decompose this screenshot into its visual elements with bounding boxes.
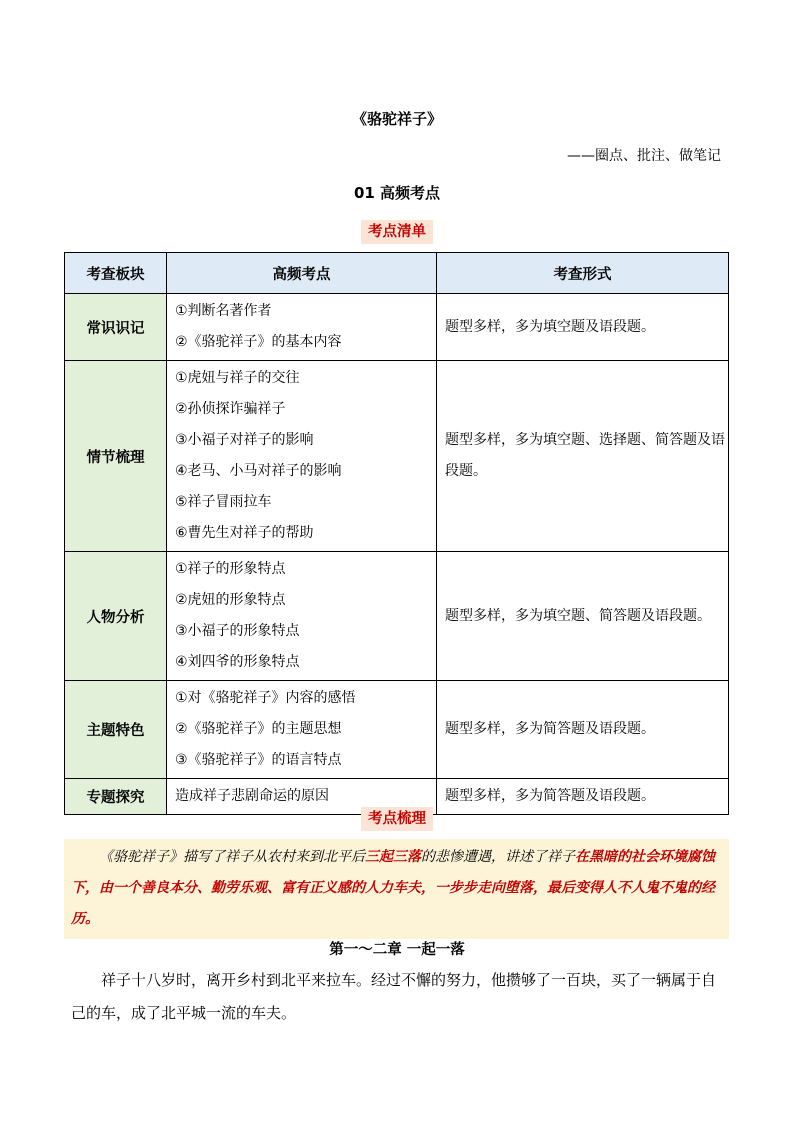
point-item: ③小福子对祥子的影响 <box>175 432 314 448</box>
module-cell: 人物分析 <box>65 552 167 681</box>
point-item: ④老马、小马对祥子的影响 <box>175 463 342 479</box>
point-item: ⑤祥子冒雨拉车 <box>175 494 272 510</box>
points-cell <box>167 552 437 681</box>
checklist-tag: 考点清单 <box>361 220 433 244</box>
format-cell: 题型多样，多为简答题及语段题。 <box>437 681 729 779</box>
point-item: ⑥曹先生对祥子的帮助 <box>175 525 314 541</box>
point-item: ①虎妞与祥子的交往 <box>175 370 300 386</box>
summary-text: 的悲惨遭遇，讲述了祥子 <box>421 849 575 865</box>
points-cell <box>167 361 437 552</box>
format-cell: 题型多样，多为填空题、选择题、简答题及语段题。 <box>437 361 729 552</box>
summary-text: 《骆驼祥子》描写了祥子从农村来到北平后 <box>99 849 365 865</box>
document-title: 《骆驼祥子》 <box>351 110 442 128</box>
module-cell: 情节梳理 <box>65 361 167 552</box>
point-item: ②孙侦探诈骗祥子 <box>175 401 286 417</box>
table-header-row <box>65 253 729 294</box>
exam-points-table <box>64 252 729 815</box>
format-cell: 题型多样，多为填空题、简答题及语段题。 <box>437 552 729 681</box>
module-cell: 主题特色 <box>65 681 167 779</box>
header-points: 高频考点 <box>167 253 437 294</box>
format-cell: 题型多样，多为简答题及语段题。 <box>437 779 729 815</box>
point-item: ①祥子的形象特点 <box>175 561 286 577</box>
point-item: ①判断名著作者 <box>175 303 272 319</box>
point-item: ③小福子的形象特点 <box>175 623 300 639</box>
point-item: ③《骆驼祥子》的语言特点 <box>175 752 342 768</box>
point-item: 造成祥子悲剧命运的原因 <box>175 788 329 804</box>
summary-highlight: 在黑暗的社会环境腐蚀下，由一个善良本分、勤劳乐观、富有正义感的人力车夫，一步步走向堕落，最后变得人不人鬼不鬼的经历。 <box>71 849 715 927</box>
point-item: ②《骆驼祥子》的基本内容 <box>175 334 342 350</box>
module-cell: 常识识记 <box>65 294 167 361</box>
summary-box <box>64 839 729 939</box>
chapter-heading: 第一～二章 一起一落 <box>329 942 465 958</box>
points-cell <box>167 681 437 779</box>
point-item: ②虎妞的形象特点 <box>175 592 286 608</box>
body-paragraph: 祥子十八岁时，离开乡村到北平来拉车。经过不懈的努力，他攒够了一百块，买了一辆属于自己的车，成了北平城一流的车夫。 <box>71 971 717 1022</box>
section-heading: 01 高频考点 <box>353 184 441 202</box>
table-row <box>65 361 729 552</box>
review-tag: 考点梳理 <box>361 807 433 831</box>
summary-highlight: 三起三落 <box>365 849 421 865</box>
document-subtitle: ——圈点、批注、做笔记 <box>567 148 721 164</box>
point-item: ②《骆驼祥子》的主题思想 <box>175 721 342 737</box>
module-cell: 专题探究 <box>65 779 167 815</box>
table-row <box>65 681 729 779</box>
point-item: ①对《骆驼祥子》内容的感悟 <box>175 690 356 706</box>
format-cell: 题型多样，多为填空题及语段题。 <box>437 294 729 361</box>
points-cell <box>167 294 437 361</box>
point-item: ④刘四爷的形象特点 <box>175 654 300 670</box>
table-row <box>65 294 729 361</box>
header-module: 考查板块 <box>65 253 167 294</box>
header-format: 考查形式 <box>437 253 729 294</box>
table-row <box>65 552 729 681</box>
